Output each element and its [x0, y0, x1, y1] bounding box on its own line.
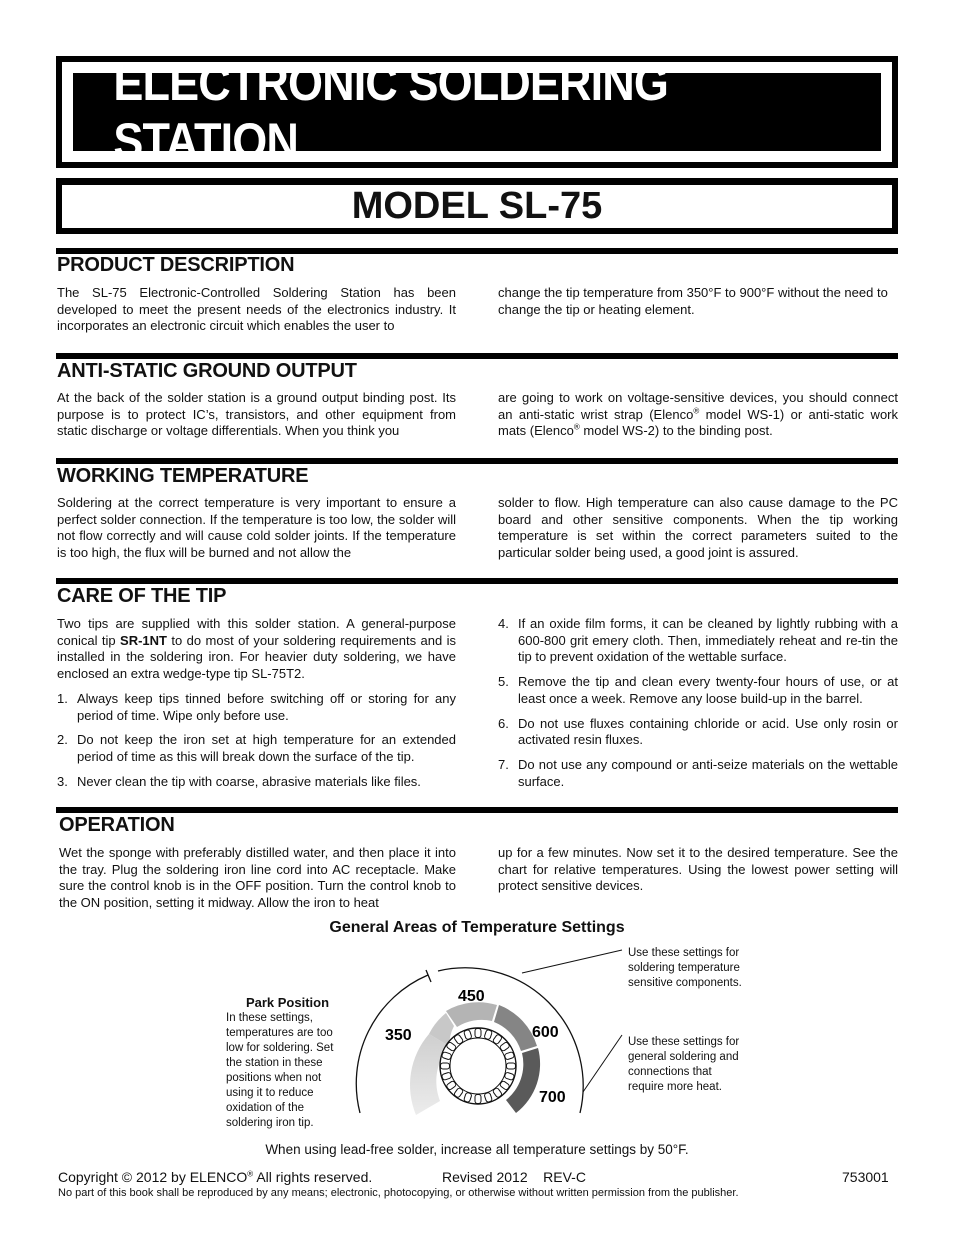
list-number: 7.: [498, 756, 509, 772]
section-heading-working: WORKING TEMPERATURE: [57, 465, 309, 487]
list-text: Do not use any compound or anti-seize materials on the wettable surface.: [518, 756, 898, 789]
operation-left-text: Wet the sponge with preferably distilled water, and then place it into the tray. Plug the soldering iron line cord into AC receptacle. Make sure the control knob is in the OFF position. Turn the control knob to the ON position, setting it midway. Allow the iron to heat: [59, 845, 456, 911]
note-line: soldering temperature: [628, 962, 740, 974]
list-number: 6.: [498, 715, 509, 731]
park-position-note: [226, 995, 351, 1131]
park-position-title: Park Position: [245, 995, 330, 1010]
park-line: soldering iron tip.: [226, 1117, 314, 1129]
park-line: using it to reduce: [226, 1087, 314, 1099]
section-rule: [56, 353, 898, 359]
general-settings-note: [628, 1035, 768, 1095]
list-number: 3.: [57, 773, 68, 789]
sector-450: [446, 1002, 497, 1027]
antistatic-right-text: [498, 390, 898, 440]
antistatic-left-text: At the back of the solder station is a ground output binding post. Its purpose is to protect IC’s, transistors, and other equipment from static discharge or voltage differentials. When you think you: [57, 390, 456, 439]
section-rule: [56, 578, 898, 584]
section-heading-operation: OPERATION: [59, 814, 175, 836]
list-item: [57, 774, 456, 791]
list-text: Never clean the tip with coarse, abrasive materials like files.: [77, 773, 421, 789]
note-line: Use these settings for: [628, 1036, 740, 1048]
revision: Revised 2012 REV-C: [442, 1169, 586, 1185]
note-line: sensitive components.: [628, 977, 742, 989]
list-item: [57, 732, 456, 765]
knob-tooth: [475, 1029, 481, 1038]
antistatic-right-b: model WS-1) or anti-static work mats (Elenco: [498, 406, 898, 439]
park-line: the station in these: [226, 1057, 323, 1069]
leader-line-sensitive: [522, 950, 622, 973]
list-number: 2.: [57, 732, 68, 748]
section-heading-care: CARE OF THE TIP: [57, 585, 227, 607]
section-heading-product: PRODUCT DESCRIPTION: [57, 254, 295, 276]
list-text: Remove the tip and clean every twenty-four hours of use, or at least once a week. Remove any loose build-up in the barrel.: [518, 674, 898, 706]
list-item: [498, 616, 898, 666]
antistatic-right-c: model WS-2) to the binding post.: [579, 423, 773, 439]
antistatic-right-a: are going to work on voltage-sensitive devices, you should connect an anti-static wrist strap (Elenco: [498, 390, 898, 422]
label-450: 450: [458, 988, 485, 1005]
copyright-b: All rights reserved.: [253, 1169, 373, 1185]
product-left-text: The SL-75 Electronic-Controlled Soldering Station has been developed to meet the present needs of the electronics industry. It incorporates an electronic circuit which enables the user to: [57, 285, 456, 334]
list-item: [498, 716, 898, 749]
knob-inner-ring: [450, 1038, 506, 1094]
list-text: Always keep tips tinned before switching off or storing for any period of time. Wipe only before use.: [77, 690, 456, 723]
knob-tooth: [475, 1095, 481, 1104]
care-intro-a: Two tips are supplied with this solder station. A general-purpose conical tip: [57, 616, 456, 648]
copyright-notice: No part of this book shall be reproduced by any means; electronic, photocopying, or otherwise without written permission from the publisher.: [58, 1187, 739, 1199]
registered-mark: ®: [573, 423, 580, 433]
list-item: [57, 691, 456, 724]
copyright: [58, 1169, 372, 1185]
working-right-text: solder to flow. High temperature can also cause damage to the PC board and other sensitive components. When the tip working temperature is set within the correct parameters suited to the particular solder being used, a good joint is assured.: [498, 495, 898, 561]
note-line: Use these settings for: [628, 947, 740, 959]
label-600: 600: [532, 1024, 559, 1041]
section-rule: [56, 458, 898, 464]
sensitive-settings-note: [628, 946, 768, 991]
operation-right-text: up for a few minutes. Now set it to the desired temperature. See the chart for relative temperatures. Using the lowest power setting will protect sensitive devices.: [498, 845, 898, 894]
lead-free-note: [0, 1142, 954, 1157]
diagram-title: [0, 919, 954, 937]
care-list-right: [498, 616, 898, 790]
section-heading-antistatic: ANTI-STATIC GROUND OUTPUT: [57, 360, 357, 382]
list-number: 1.: [57, 690, 68, 706]
note-line: require more heat.: [628, 1081, 722, 1093]
list-text: Do not use fluxes containing chloride or acid. Use only rosin or activated resin fluxes.: [518, 715, 898, 748]
working-left-text: Soldering at the correct temperature is very important to ensure a perfect solder connection. If the temperature is too low, the solder will not flow correctly and will cause cold solder joints. If the temperature is too high, the flux will be burned and not allow the: [57, 495, 456, 561]
park-line: In these settings,: [226, 1012, 313, 1024]
list-text: Do not keep the iron set at high temperature for an extended period of time as this will break down the surface of the tip.: [77, 732, 456, 764]
list-text: If an oxide film forms, it can be cleaned by lightly rubbing with a 600-800 grit emery cloth. Then, immediately reheat and re-tin the tip to prevent oxidation of the wettable surface.: [518, 616, 898, 665]
note-line: general soldering and: [628, 1051, 739, 1063]
list-item: [498, 757, 898, 790]
diagram-title-text: General Areas of Temperature Settings: [329, 919, 625, 936]
label-350: 350: [385, 1027, 412, 1044]
section-rule: [56, 807, 898, 813]
lead-free-text: When using lead-free solder, increase all temperature settings by 50°F.: [265, 1142, 689, 1157]
care-list-left: [57, 691, 456, 791]
care-intro: [57, 616, 456, 683]
park-line: positions when not: [226, 1072, 322, 1084]
leader-line-general: [583, 1035, 622, 1092]
product-right-text: change the tip temperature from 350°F to 900°F without the need to change the tip or heating element.: [498, 285, 888, 317]
park-line: oxidation of the: [226, 1102, 305, 1114]
document-code: 753001: [842, 1169, 889, 1185]
park-line: low for soldering. Set: [226, 1042, 334, 1054]
knob-tooth: [441, 1063, 450, 1069]
registered-mark: ®: [693, 406, 700, 416]
care-left-column: [57, 616, 456, 798]
care-right-column: [498, 616, 898, 798]
model-title: MODEL SL-75: [62, 185, 892, 228]
park-line: temperatures are too: [226, 1027, 333, 1039]
page-title: [73, 55, 881, 169]
label-700: 700: [539, 1089, 566, 1106]
care-intro-tip: SR-1NT: [120, 632, 167, 648]
temperature-dial-diagram: [340, 945, 640, 1145]
page-title-text: ELECTRONIC SOLDERING STATION: [113, 55, 668, 169]
list-number: 4.: [498, 616, 509, 631]
care-intro-b: to do most of your soldering requirements and is installed in the soldering iron. For heavier duty soldering, we have enclosed an extra wedge-type tip SL-75T2.: [57, 632, 457, 682]
knob-tooth: [507, 1063, 516, 1069]
list-number: 5.: [498, 674, 509, 690]
note-line: connections that: [628, 1066, 712, 1078]
list-item: [498, 674, 898, 707]
copyright-a: Copyright © 2012 by ELENCO: [58, 1169, 248, 1185]
registered-mark: ®: [247, 1169, 254, 1179]
